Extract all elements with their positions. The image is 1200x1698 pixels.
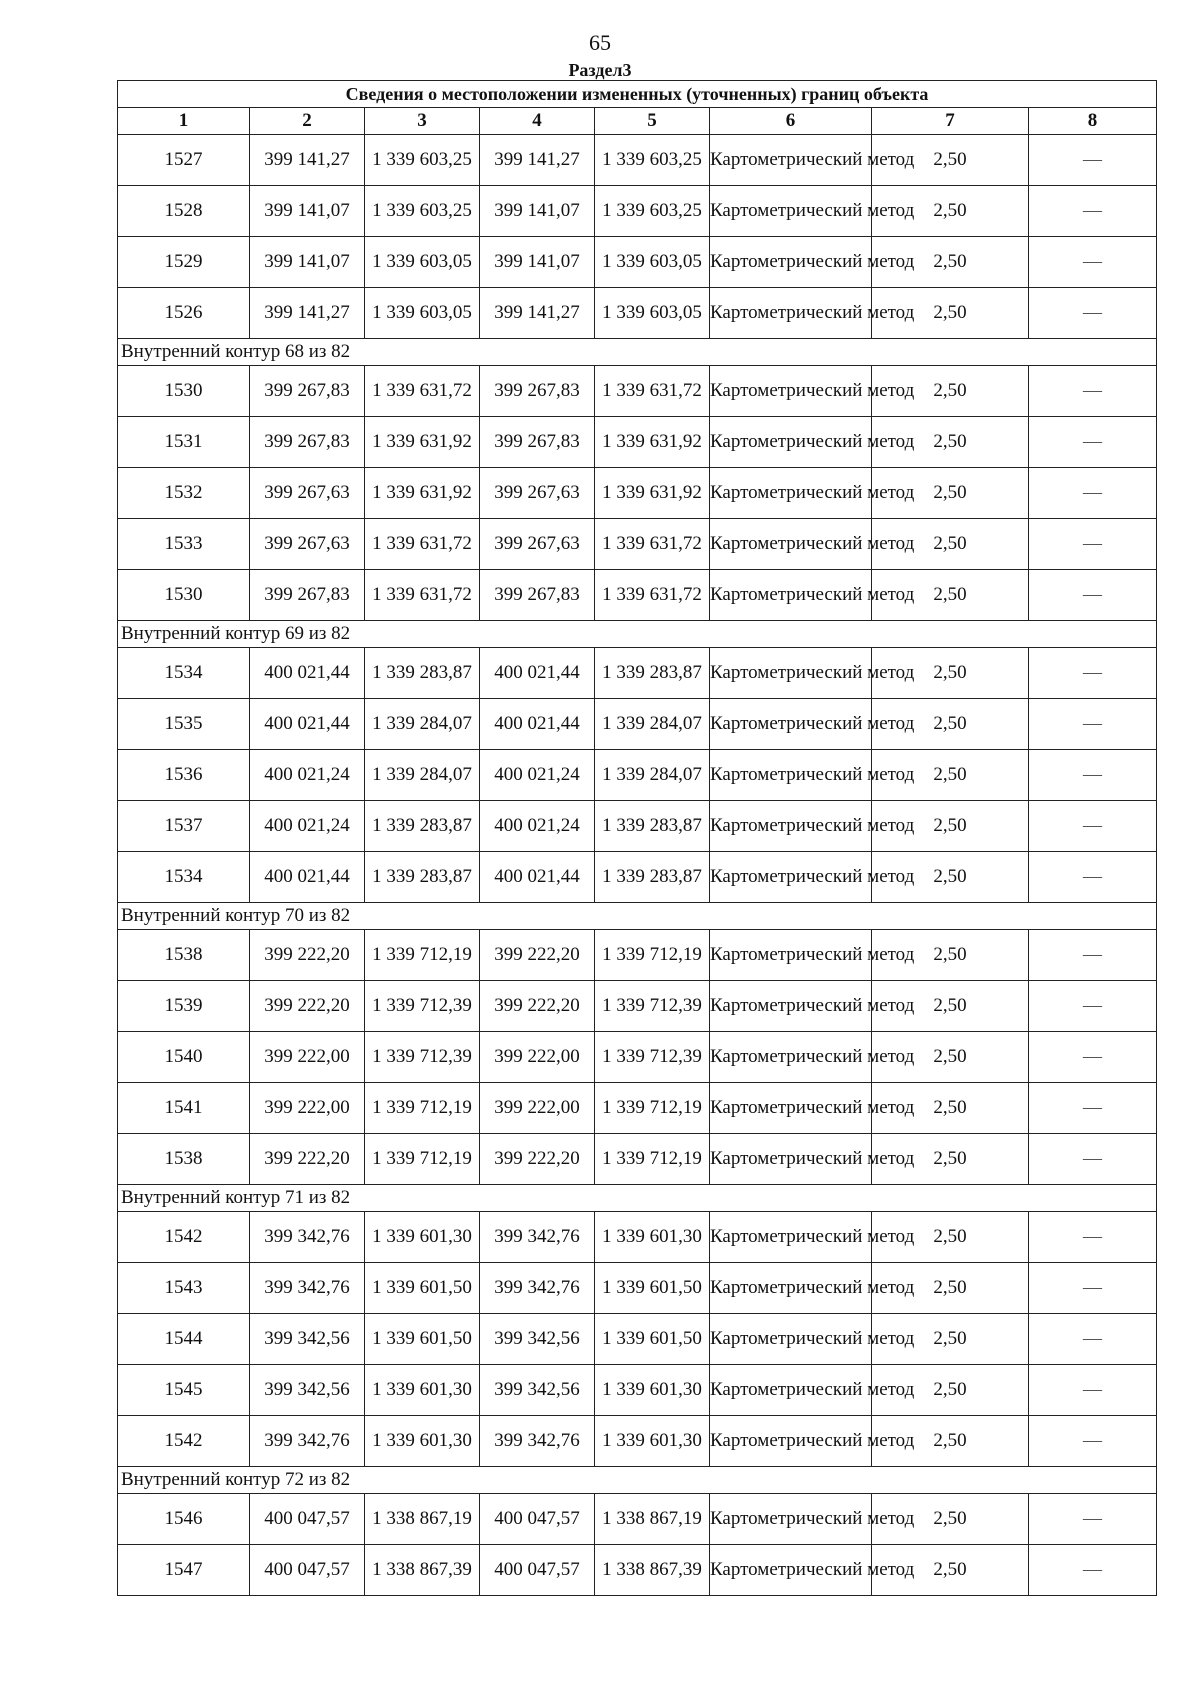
table-row [118,1494,1157,1545]
y-existing-cell: 1 339 712,39 [365,981,480,1032]
x-existing-cell: 399 222,20 [250,981,365,1032]
table-row [118,417,1157,468]
table-row [118,852,1157,903]
point-number-cell: 1527 [118,135,250,186]
table-row [118,288,1157,339]
y-existing-cell: 1 339 631,92 [365,468,480,519]
note-cell: — [1029,981,1157,1032]
y-new-cell: 1 339 631,72 [595,366,710,417]
contour-group-row [118,621,1157,648]
accuracy-cell: 2,50 [872,288,1029,339]
y-new-cell: 1 339 712,19 [595,930,710,981]
method-cell: Картометрический метод [710,1083,872,1134]
y-new-cell: 1 339 284,07 [595,699,710,750]
table-row [118,648,1157,699]
point-number-cell: 1528 [118,186,250,237]
point-number-cell: 1535 [118,699,250,750]
accuracy-cell: 2,50 [872,519,1029,570]
method-cell: Картометрический метод [710,1416,872,1467]
y-existing-cell: 1 339 284,07 [365,750,480,801]
method-cell: Картометрический метод [710,570,872,621]
x-new-cell: 399 222,00 [480,1032,595,1083]
note-cell: — [1029,930,1157,981]
accuracy-cell: 2,50 [872,417,1029,468]
x-new-cell: 400 021,44 [480,852,595,903]
y-new-cell: 1 339 712,39 [595,981,710,1032]
point-number-cell: 1545 [118,1365,250,1416]
x-existing-cell: 400 047,57 [250,1545,365,1596]
table-row [118,1083,1157,1134]
point-number-cell: 1542 [118,1416,250,1467]
accuracy-cell: 2,50 [872,1032,1029,1083]
note-cell: — [1029,519,1157,570]
x-new-cell: 399 267,63 [480,519,595,570]
method-cell: Картометрический метод [710,1134,872,1185]
note-cell: — [1029,366,1157,417]
y-new-cell: 1 339 603,25 [595,186,710,237]
x-new-cell: 399 267,83 [480,366,595,417]
accuracy-cell: 2,50 [872,1416,1029,1467]
point-number-cell: 1537 [118,801,250,852]
method-cell: Картометрический метод [710,237,872,288]
y-new-cell: 1 339 601,30 [595,1416,710,1467]
x-existing-cell: 400 021,24 [250,801,365,852]
y-existing-cell: 1 339 283,87 [365,648,480,699]
y-new-cell: 1 339 712,19 [595,1134,710,1185]
note-cell: — [1029,288,1157,339]
x-existing-cell: 399 222,00 [250,1032,365,1083]
note-cell: — [1029,417,1157,468]
note-cell: — [1029,135,1157,186]
point-number-cell: 1540 [118,1032,250,1083]
column-header-row [118,108,1157,135]
y-existing-cell: 1 339 603,05 [365,237,480,288]
y-new-cell: 1 339 631,92 [595,468,710,519]
contour-label: Внутренний контур 68 из 82 [118,339,1157,366]
column-header: 4 [480,108,595,135]
accuracy-cell: 2,50 [872,1365,1029,1416]
point-number-cell: 1547 [118,1545,250,1596]
table-row [118,1212,1157,1263]
note-cell: — [1029,1494,1157,1545]
point-number-cell: 1536 [118,750,250,801]
table-row [118,519,1157,570]
point-number-cell: 1526 [118,288,250,339]
x-new-cell: 400 047,57 [480,1545,595,1596]
x-new-cell: 400 047,57 [480,1494,595,1545]
method-cell: Картометрический метод [710,366,872,417]
y-existing-cell: 1 339 284,07 [365,699,480,750]
method-cell: Картометрический метод [710,288,872,339]
y-existing-cell: 1 339 601,50 [365,1314,480,1365]
x-existing-cell: 399 267,83 [250,570,365,621]
y-existing-cell: 1 339 712,19 [365,1134,480,1185]
x-existing-cell: 399 222,20 [250,930,365,981]
method-cell: Картометрический метод [710,1212,872,1263]
accuracy-cell: 2,50 [872,1494,1029,1545]
y-new-cell: 1 339 283,87 [595,648,710,699]
note-cell: — [1029,1032,1157,1083]
accuracy-cell: 2,50 [872,135,1029,186]
page-number: 65 [589,30,611,55]
y-new-cell: 1 339 601,50 [595,1314,710,1365]
method-cell: Картометрический метод [710,1314,872,1365]
table-row [118,1416,1157,1467]
x-new-cell: 399 267,83 [480,417,595,468]
y-existing-cell: 1 339 631,72 [365,366,480,417]
point-number-cell: 1534 [118,648,250,699]
x-existing-cell: 399 141,27 [250,288,365,339]
y-new-cell: 1 339 283,87 [595,852,710,903]
table-row [118,1365,1157,1416]
accuracy-cell: 2,50 [872,186,1029,237]
table-row [118,801,1157,852]
table-row [118,699,1157,750]
y-new-cell: 1 339 631,92 [595,417,710,468]
note-cell: — [1029,699,1157,750]
y-existing-cell: 1 339 601,30 [365,1365,480,1416]
note-cell: — [1029,1212,1157,1263]
y-new-cell: 1 338 867,39 [595,1545,710,1596]
accuracy-cell: 2,50 [872,648,1029,699]
table-row [118,570,1157,621]
x-existing-cell: 399 141,07 [250,237,365,288]
x-new-cell: 399 141,27 [480,135,595,186]
column-header: 6 [710,108,872,135]
method-cell: Картометрический метод [710,648,872,699]
point-number-cell: 1544 [118,1314,250,1365]
point-number-cell: 1533 [118,519,250,570]
y-new-cell: 1 339 603,05 [595,288,710,339]
table-row [118,186,1157,237]
column-header: 3 [365,108,480,135]
note-cell: — [1029,750,1157,801]
x-new-cell: 399 141,07 [480,186,595,237]
note-cell: — [1029,1416,1157,1467]
accuracy-cell: 2,50 [872,852,1029,903]
accuracy-cell: 2,50 [872,1134,1029,1185]
table-row [118,135,1157,186]
accuracy-cell: 2,50 [872,801,1029,852]
point-number-cell: 1546 [118,1494,250,1545]
y-new-cell: 1 339 601,50 [595,1263,710,1314]
x-existing-cell: 399 222,20 [250,1134,365,1185]
point-number-cell: 1542 [118,1212,250,1263]
x-new-cell: 400 021,24 [480,750,595,801]
table-row [118,1263,1157,1314]
x-existing-cell: 399 342,76 [250,1416,365,1467]
table-row [118,1314,1157,1365]
method-cell: Картометрический метод [710,750,872,801]
table-row [118,981,1157,1032]
column-header: 8 [1029,108,1157,135]
table-row [118,468,1157,519]
x-existing-cell: 400 021,44 [250,699,365,750]
y-new-cell: 1 339 284,07 [595,750,710,801]
note-cell: — [1029,1083,1157,1134]
point-number-cell: 1539 [118,981,250,1032]
method-cell: Картометрический метод [710,981,872,1032]
x-new-cell: 400 021,24 [480,801,595,852]
x-existing-cell: 399 267,63 [250,519,365,570]
method-cell: Картометрический метод [710,1545,872,1596]
x-new-cell: 399 222,20 [480,930,595,981]
y-new-cell: 1 339 283,87 [595,801,710,852]
x-existing-cell: 399 342,56 [250,1365,365,1416]
note-cell: — [1029,1314,1157,1365]
method-cell: Картометрический метод [710,852,872,903]
point-number-cell: 1531 [118,417,250,468]
x-existing-cell: 399 141,27 [250,135,365,186]
x-existing-cell: 400 021,44 [250,648,365,699]
point-number-cell: 1530 [118,366,250,417]
y-existing-cell: 1 339 601,30 [365,1416,480,1467]
note-cell: — [1029,468,1157,519]
x-existing-cell: 399 141,07 [250,186,365,237]
point-number-cell: 1532 [118,468,250,519]
y-existing-cell: 1 339 601,30 [365,1212,480,1263]
table-row [118,1032,1157,1083]
table-row [118,366,1157,417]
coordinates-table [117,80,1157,1596]
method-cell: Картометрический метод [710,186,872,237]
method-cell: Картометрический метод [710,1365,872,1416]
point-number-cell: 1529 [118,237,250,288]
accuracy-cell: 2,50 [872,1083,1029,1134]
accuracy-cell: 2,50 [872,366,1029,417]
x-existing-cell: 400 021,24 [250,750,365,801]
method-cell: Картометрический метод [710,699,872,750]
point-number-cell: 1541 [118,1083,250,1134]
x-new-cell: 399 141,27 [480,288,595,339]
y-existing-cell: 1 338 867,19 [365,1494,480,1545]
accuracy-cell: 2,50 [872,1545,1029,1596]
x-new-cell: 399 222,00 [480,1083,595,1134]
column-header: 5 [595,108,710,135]
contour-label: Внутренний контур 72 из 82 [118,1467,1157,1494]
y-existing-cell: 1 339 603,05 [365,288,480,339]
contour-label: Внутренний контур 69 из 82 [118,621,1157,648]
accuracy-cell: 2,50 [872,1212,1029,1263]
accuracy-cell: 2,50 [872,570,1029,621]
column-header: 2 [250,108,365,135]
contour-label: Внутренний контур 70 из 82 [118,903,1157,930]
note-cell: — [1029,1263,1157,1314]
x-new-cell: 400 021,44 [480,648,595,699]
y-existing-cell: 1 339 603,25 [365,135,480,186]
contour-group-row [118,339,1157,366]
x-new-cell: 399 222,20 [480,981,595,1032]
table-row [118,1545,1157,1596]
method-cell: Картометрический метод [710,1263,872,1314]
x-new-cell: 399 342,76 [480,1212,595,1263]
y-existing-cell: 1 339 712,19 [365,930,480,981]
y-existing-cell: 1 339 631,92 [365,417,480,468]
y-new-cell: 1 339 601,30 [595,1212,710,1263]
x-new-cell: 399 342,76 [480,1416,595,1467]
x-new-cell: 399 342,56 [480,1365,595,1416]
y-existing-cell: 1 339 603,25 [365,186,480,237]
method-cell: Картометрический метод [710,135,872,186]
y-existing-cell: 1 339 283,87 [365,852,480,903]
accuracy-cell: 2,50 [872,1263,1029,1314]
table-title-row [118,81,1157,108]
accuracy-cell: 2,50 [872,750,1029,801]
y-existing-cell: 1 339 631,72 [365,570,480,621]
contour-group-row [118,1185,1157,1212]
y-new-cell: 1 339 712,19 [595,1083,710,1134]
table-row [118,237,1157,288]
note-cell: — [1029,648,1157,699]
note-cell: — [1029,570,1157,621]
column-header: 1 [118,108,250,135]
y-existing-cell: 1 338 867,39 [365,1545,480,1596]
contour-label: Внутренний контур 71 из 82 [118,1185,1157,1212]
section-title: Раздел3 [568,60,632,80]
method-cell: Картометрический метод [710,519,872,570]
y-new-cell: 1 339 712,39 [595,1032,710,1083]
x-new-cell: 399 141,07 [480,237,595,288]
note-cell: — [1029,237,1157,288]
note-cell: — [1029,1545,1157,1596]
y-existing-cell: 1 339 601,50 [365,1263,480,1314]
method-cell: Картометрический метод [710,417,872,468]
x-new-cell: 399 267,63 [480,468,595,519]
accuracy-cell: 2,50 [872,930,1029,981]
y-new-cell: 1 339 601,30 [595,1365,710,1416]
accuracy-cell: 2,50 [872,1314,1029,1365]
point-number-cell: 1538 [118,930,250,981]
y-new-cell: 1 339 603,05 [595,237,710,288]
x-existing-cell: 399 222,00 [250,1083,365,1134]
contour-group-row [118,1467,1157,1494]
point-number-cell: 1543 [118,1263,250,1314]
accuracy-cell: 2,50 [872,981,1029,1032]
x-existing-cell: 399 342,76 [250,1263,365,1314]
x-new-cell: 399 222,20 [480,1134,595,1185]
x-existing-cell: 399 267,83 [250,366,365,417]
x-new-cell: 399 342,76 [480,1263,595,1314]
x-existing-cell: 399 342,56 [250,1314,365,1365]
x-new-cell: 399 267,83 [480,570,595,621]
x-existing-cell: 399 342,76 [250,1212,365,1263]
table-title: Сведения о местоположении измененных (уточненных) границ объекта [118,81,1157,108]
table-row [118,750,1157,801]
note-cell: — [1029,1365,1157,1416]
table-row [118,1134,1157,1185]
method-cell: Картометрический метод [710,930,872,981]
x-existing-cell: 400 047,57 [250,1494,365,1545]
x-new-cell: 400 021,44 [480,699,595,750]
method-cell: Картометрический метод [710,1494,872,1545]
y-new-cell: 1 339 631,72 [595,570,710,621]
table-row [118,930,1157,981]
method-cell: Картометрический метод [710,1032,872,1083]
y-new-cell: 1 339 603,25 [595,135,710,186]
y-existing-cell: 1 339 631,72 [365,519,480,570]
column-header: 7 [872,108,1029,135]
note-cell: — [1029,1134,1157,1185]
y-existing-cell: 1 339 712,19 [365,1083,480,1134]
y-existing-cell: 1 339 283,87 [365,801,480,852]
accuracy-cell: 2,50 [872,699,1029,750]
y-existing-cell: 1 339 712,39 [365,1032,480,1083]
note-cell: — [1029,852,1157,903]
note-cell: — [1029,186,1157,237]
contour-group-row [118,903,1157,930]
point-number-cell: 1534 [118,852,250,903]
point-number-cell: 1530 [118,570,250,621]
x-existing-cell: 400 021,44 [250,852,365,903]
method-cell: Картометрический метод [710,468,872,519]
y-new-cell: 1 338 867,19 [595,1494,710,1545]
y-new-cell: 1 339 631,72 [595,519,710,570]
accuracy-cell: 2,50 [872,468,1029,519]
x-existing-cell: 399 267,83 [250,417,365,468]
point-number-cell: 1538 [118,1134,250,1185]
x-new-cell: 399 342,56 [480,1314,595,1365]
method-cell: Картометрический метод [710,801,872,852]
accuracy-cell: 2,50 [872,237,1029,288]
note-cell: — [1029,801,1157,852]
x-existing-cell: 399 267,63 [250,468,365,519]
table-body [118,81,1157,1596]
